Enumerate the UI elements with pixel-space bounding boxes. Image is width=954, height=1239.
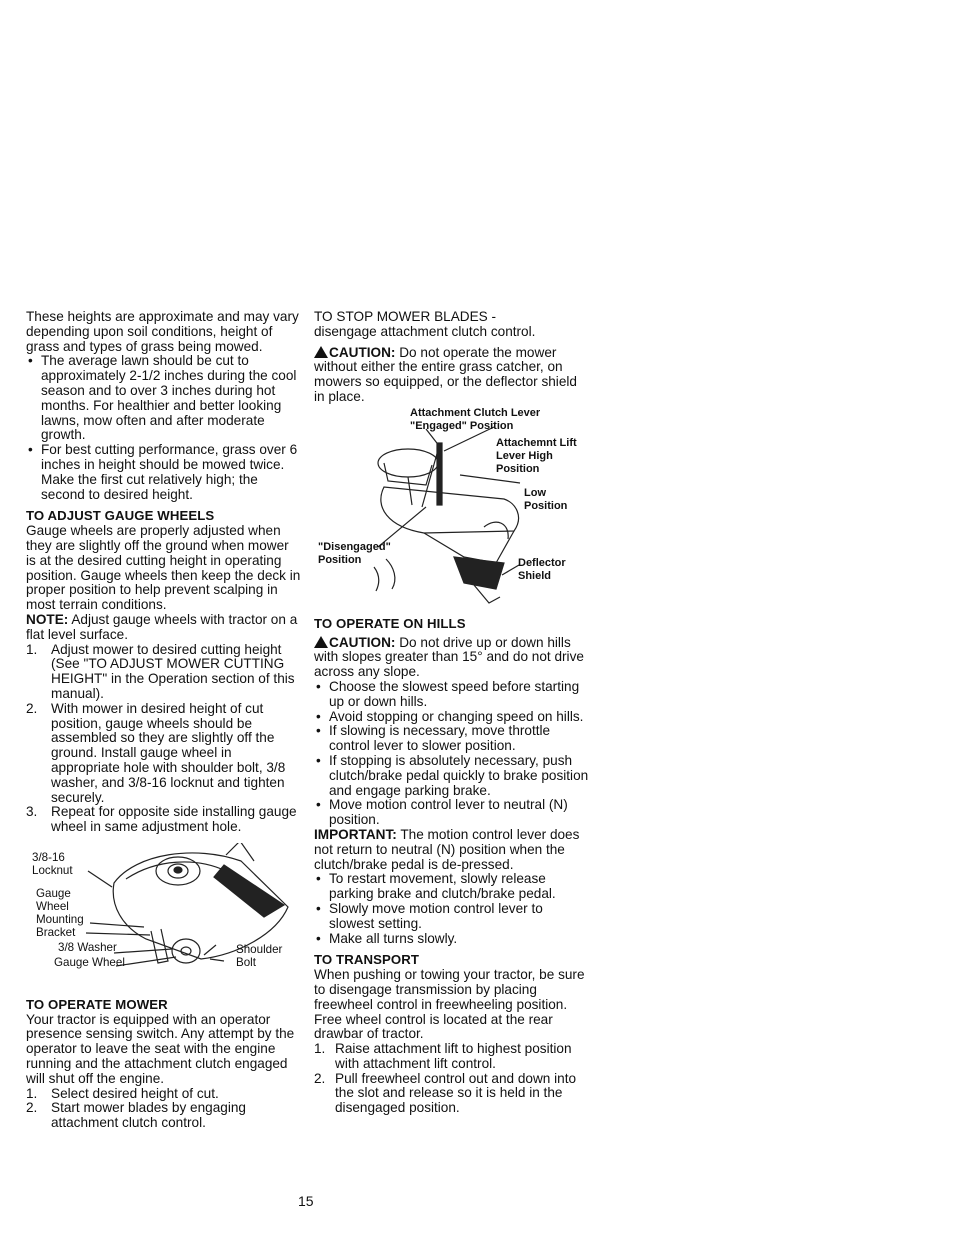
step-text: Adjust mower to desired cutting height (See "TO ADJUST MOWER CUTTING HEIGHT" in the Operation section of this manual). [51,641,295,701]
clutch-engaged-label: Attachment Clutch Lever [410,406,541,419]
transport-text: When pushing or towing your tractor, be sure to disengage transmission by placing freewheel control in freewheeling position. Free wheel control is located at the rear drawbar of tractor. [314,967,585,1042]
step-text: Raise attachment lift to highest position with attachment lift control. [335,1041,572,1071]
step-number: 1. [26,1085,38,1101]
list-item: • The average lawn should be cut to approximately 2-1/2 inches during the cool season and to over 3 inches during hot months. For healthier and better looking lawns, mow often and after moderate growth. [26,354,302,443]
step-number: 3. [26,804,38,820]
gauge-wheel-label: Gauge Wheel [54,955,125,969]
transport-steps-list [314,1042,590,1116]
operate-steps-list [26,1087,302,1131]
gauge-steps-list [26,643,302,835]
disengaged-label: "Disengaged" [318,540,391,553]
stop-blades-text: disengage attachment clutch control. [314,323,536,339]
list-item: • For best cutting performance, grass over 6 inches in height should be mowed twice. Make the first cut relatively high; the second to desired height. [26,443,302,502]
list-item [26,702,302,806]
step-text: With mower in desired height of cut position, gauge wheels should be assembled so they are slightly off the ground. Install gauge wheel in appropriate hole with shoulder bolt, 3/8 washer, and 3/8-16 locknut and tighten securely. [51,700,286,805]
gauge-wheel-figure [26,843,302,991]
locknut-label: 3/8-16 [32,850,65,864]
list-item: • Make all turns slowly. [314,932,590,947]
disengaged-label: Position [318,553,362,566]
deflector-label: Shield [518,569,552,582]
list-item: • Slowly move motion control lever to slowest setting. [314,902,590,932]
list-item: • Choose the slowest speed before starting up or down hills. [314,680,590,710]
clutch-engaged-label: "Engaged" Position [410,419,514,432]
step-number: 2. [26,1100,38,1116]
hills-list [314,680,590,828]
gauge-wheels-intro: Gauge wheels are properly adjusted when they are slightly off the ground when mower is at the desired cutting height in operating position. Gauge wheels then keep the deck in proper position to help prevent scalping in most terrain conditions. [26,523,301,613]
caution-icon [314,346,328,358]
gauge-wheels-heading: TO ADJUST GAUGE WHEELS [26,508,215,524]
list-item [314,1042,590,1072]
note-paragraph [26,613,302,643]
step-text: Repeat for opposite side installing gauge wheel in same adjustment hole. [51,804,297,835]
caution-paragraph [314,635,590,680]
step-number: 1. [314,1041,326,1057]
lift-high-label: Position [496,462,540,475]
list-item: • Avoid stopping or changing speed on hills. [314,710,590,725]
operate-mower-text: Your tractor is equipped with an operator presence sensing switch. Any attempt by the operator to leave the seat with the engine running and the attachment clutch engaged will shut off the engine. [26,1011,295,1086]
caution-text: Do not drive up or down hills with slopes greater than 15° and do not drive across any slope. [314,634,584,680]
left-column [26,310,302,1131]
step-text: Start mower blades by engaging attachment clutch control. [51,1100,246,1131]
right-column [314,310,590,1116]
list-item [314,1072,590,1116]
shoulder-bolt-label: Bolt [236,955,256,969]
deflector-label: Deflector [518,556,566,569]
note-label: NOTE: [26,611,69,627]
important-paragraph [314,828,590,872]
bracket-label: Mounting [36,912,84,926]
locknut-label: Locknut [32,863,73,877]
restart-list [314,872,590,946]
important-label: IMPORTANT: [314,826,397,842]
list-item [26,805,302,835]
bracket-label: Wheel [36,899,69,913]
caution-text: Do not operate the mower without either the entire grass catcher, on mowers so equipped, or the deflector shield in place. [314,344,577,404]
list-item [26,1101,302,1131]
step-text: Pull freewheel control out and down into the slot and release so it is held in the disengaged position. [335,1070,577,1116]
step-number: 1. [26,641,38,657]
low-position-label: Low [524,486,546,499]
list-item [26,643,302,702]
caution-icon [314,636,328,648]
shoulder-bolt-label: Shoulder [236,942,283,956]
list-item: • If slowing is necessary, move throttle control lever to slower position. [314,724,590,754]
step-text: Select desired height of cut. [51,1085,219,1101]
list-item: • To restart movement, slowly release parking brake and clutch/brake pedal. [314,872,590,902]
bracket-label: Bracket [36,925,76,939]
clutch-lever-figure [314,407,590,607]
operate-mower-heading: TO OPERATE MOWER [26,996,168,1012]
transport-heading: TO TRANSPORT [314,952,419,968]
mowing-tips-list [26,354,302,502]
low-position-label: Position [524,499,568,512]
caution-label: CAUTION: [329,344,396,360]
hills-heading: TO OPERATE ON HILLS [314,615,466,631]
step-number: 2. [26,700,38,716]
washer-label: 3/8 Washer [58,940,117,954]
stop-blades-heading: TO STOP MOWER BLADES - [314,309,497,324]
lift-high-label: Lever High [496,449,553,462]
list-item [26,1087,302,1102]
page-number: 15 [298,1193,314,1209]
step-number: 2. [314,1070,326,1086]
lift-high-label: Attachemnt Lift [496,436,577,449]
intro-paragraph: These heights are approximate and may vary depending upon soil conditions, height of grass and types of grass being mowed. [26,309,299,354]
important-text: The motion control lever does not return to neutral (N) position when the clutch/brake pedal is de-pressed. [314,826,580,872]
list-item: • Move motion control lever to neutral (N) position. [314,798,590,828]
list-item: • If stopping is absolutely necessary, push clutch/brake pedal quickly to brake position and engage parking brake. [314,754,590,798]
caution-label: CAUTION: [329,634,396,650]
bracket-label: Gauge [36,886,71,900]
caution-paragraph [314,345,590,405]
note-text: Adjust gauge wheels with tractor on a flat level surface. [26,611,298,642]
